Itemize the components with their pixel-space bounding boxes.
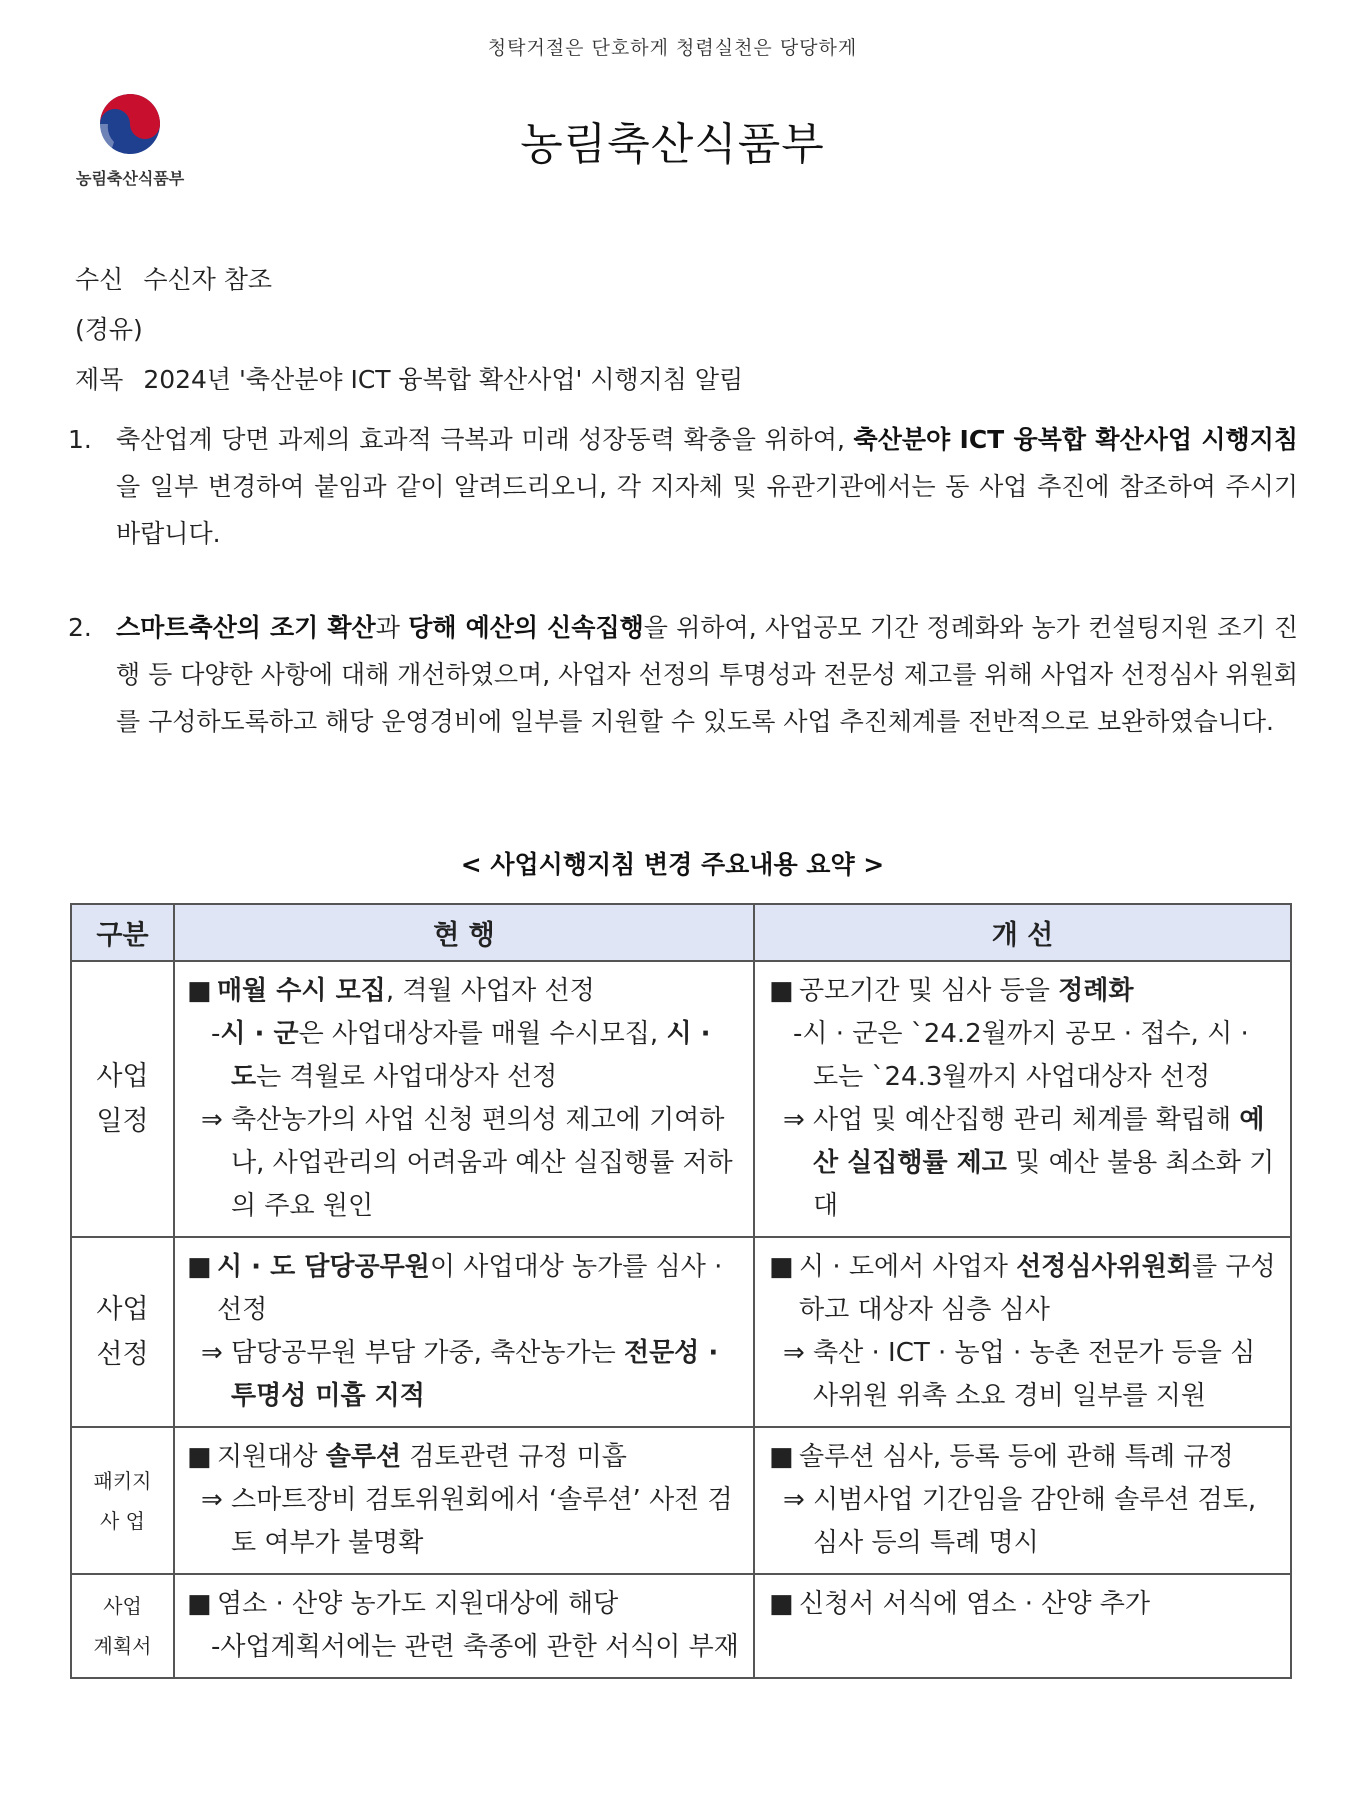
bullet-item <box>769 970 1278 1013</box>
paragraph-emphasis: 축산분야 ICT 융복합 확산사업 시행지침 <box>853 425 1298 454</box>
summary-table <box>70 903 1292 1679</box>
improved-cell <box>754 1237 1291 1427</box>
text: 검토관련 규정 미흡 <box>401 1442 627 1472</box>
paragraph-body <box>116 604 1298 745</box>
arrow-item <box>769 1099 1278 1228</box>
arrow-item <box>769 1332 1278 1418</box>
category-line: 사 업 <box>100 1508 145 1533</box>
bullet-item <box>187 1436 739 1479</box>
arrow-right-icon: ⇒ <box>201 1485 223 1515</box>
category-line: 선정 <box>96 1339 149 1370</box>
subject-label: 제목 <box>75 365 124 394</box>
subject-value: 2024년 '축산분야 ICT 융복합 확산사업' 시행지침 알림 <box>143 365 744 394</box>
paragraph-1 <box>68 416 1298 557</box>
text: 를 구성하고 대상자 심층 심사 <box>799 1252 1276 1325</box>
logo-text: 농림축산식품부 <box>76 169 185 188</box>
slogan: 청탁거절은 단호하게 청렴실천은 당당하게 <box>487 37 858 59</box>
current-cell <box>174 1574 754 1678</box>
current-cell <box>174 961 754 1237</box>
square-bullet-icon: ■ <box>769 1252 794 1282</box>
paragraph-emphasis: 당해 예산의 신속집행 <box>408 613 644 642</box>
square-bullet-icon: ■ <box>769 1442 794 1472</box>
current-cell <box>174 1237 754 1427</box>
ministry-title: 농림축산식품부 <box>520 119 825 170</box>
text: 축산 · ICT · 농업 · 농촌 전문가 등을 심사위원 위촉 소요 경비 일부를 지원 <box>813 1338 1256 1411</box>
text: 사업계획서에는 관련 축종에 관한 서식이 부재 <box>220 1632 739 1662</box>
header-current: 현 행 <box>174 904 754 961</box>
text: 신청서 서식에 염소 · 산양 추가 <box>799 1589 1150 1619</box>
paragraph-number: 1. <box>68 425 92 454</box>
text: 은 사업대상자를 매월 수시모집, <box>298 1019 667 1049</box>
text: 는 격월로 사업대상자 선정 <box>256 1062 558 1092</box>
text: 시범사업 기간임을 감안해 솔루션 검토, 심사 등의 특례 명시 <box>813 1485 1257 1558</box>
improved-cell <box>754 1427 1291 1574</box>
bullet-item <box>769 1436 1278 1479</box>
row-category <box>71 1237 174 1427</box>
dash-icon: - <box>793 1019 803 1049</box>
dash-icon: - <box>211 1019 221 1049</box>
text: 솔루션 심사, 등록 등에 관해 특례 규정 <box>799 1442 1234 1472</box>
arrow-right-icon: ⇒ <box>201 1105 223 1135</box>
emphasis: 솔루션 <box>325 1442 402 1472</box>
header-category: 구분 <box>71 904 174 961</box>
paragraph-2 <box>68 604 1298 745</box>
arrow-right-icon: ⇒ <box>201 1338 223 1368</box>
text: 공모기간 및 심사 등을 <box>799 976 1059 1006</box>
paragraph-text: 축산업계 당면 과제의 효과적 극복과 미래 성장동력 확충을 위하여, <box>116 425 854 454</box>
paragraph-body <box>116 416 1298 557</box>
recipient-label: 수신 <box>75 265 124 294</box>
table-row <box>71 1574 1291 1678</box>
category-line: 사업 <box>96 1061 149 1092</box>
row-category <box>71 1574 174 1678</box>
square-bullet-icon: ■ <box>187 1252 212 1282</box>
text: 지원대상 <box>217 1442 326 1472</box>
improved-cell <box>754 961 1291 1237</box>
text: 이 사업대상 농가를 심사 · 선정 <box>217 1252 723 1325</box>
emphasis: 예산 실집행률 제고 <box>813 1105 1265 1178</box>
current-cell <box>174 1427 754 1574</box>
text: , 격월 사업자 선정 <box>385 976 595 1006</box>
row-category <box>71 961 174 1237</box>
row-category <box>71 1427 174 1574</box>
paragraph-text: 을 일부 변경하여 붙임과 같이 알려드리오니, 각 지자체 및 유관기관에서는 동 사업 추진에 참조하여 주시기 바랍니다. <box>116 472 1298 548</box>
paragraph-number: 2. <box>68 613 92 642</box>
category-line: 사업 <box>96 1294 149 1325</box>
square-bullet-icon: ■ <box>769 1589 794 1619</box>
sub-item <box>187 1013 739 1099</box>
text: 및 예산 불용 최소화 기대 <box>813 1148 1275 1221</box>
subject-row <box>75 355 743 405</box>
document-header <box>75 255 743 405</box>
dash-icon: - <box>211 1632 221 1662</box>
square-bullet-icon: ■ <box>769 976 794 1006</box>
arrow-right-icon: ⇒ <box>783 1485 805 1515</box>
text: 시 · 군은 `24.2월까지 공모 · 접수, 시 · 도는 `24.3월까지 사업대상자 선정 <box>802 1019 1249 1092</box>
emphasis: 정례화 <box>1058 976 1134 1006</box>
emphasis: 선정심사위원회 <box>1016 1252 1192 1282</box>
text: 담당공무원 부담 가중, 축산농가는 <box>231 1338 624 1368</box>
emphasis: 매월 수시 모집 <box>217 976 386 1006</box>
emphasis: 전문성 · 투명성 미흡 지적 <box>231 1338 719 1411</box>
text: 축산농가의 사업 신청 편의성 제고에 기여하나, 사업관리의 어려움과 예산 실집행률 저하의 주요 원인 <box>231 1105 733 1221</box>
arrow-item <box>187 1479 739 1565</box>
arrow-right-icon: ⇒ <box>783 1338 805 1368</box>
improved-cell <box>754 1574 1291 1678</box>
arrow-item <box>769 1479 1278 1565</box>
via-row <box>75 305 743 355</box>
header-improved: 개 선 <box>754 904 1291 961</box>
category-line: 패키지 <box>93 1468 152 1493</box>
arrow-item <box>187 1099 739 1228</box>
bullet-item <box>769 1246 1278 1332</box>
paragraph-emphasis: 스마트축산의 조기 확산 <box>116 613 376 642</box>
square-bullet-icon: ■ <box>187 976 212 1006</box>
category-line: 계획서 <box>93 1634 152 1658</box>
bullet-item <box>187 1246 739 1332</box>
text: 시 · 도에서 사업자 <box>799 1252 1017 1282</box>
recipient-row <box>75 255 743 305</box>
table-row <box>71 1237 1291 1427</box>
bullet-item <box>187 1583 739 1626</box>
summary-title: < 사업시행지침 변경 주요내용 요약 > <box>460 850 885 879</box>
via-label: (경유) <box>75 315 143 344</box>
text: 스마트장비 검토위원회에서 ‘솔루션’ 사전 검토 여부가 불명확 <box>231 1485 733 1558</box>
bullet-item <box>769 1583 1278 1626</box>
table-row <box>71 1427 1291 1574</box>
square-bullet-icon: ■ <box>187 1442 212 1472</box>
category-line: 사업 <box>103 1594 142 1618</box>
arrow-item <box>187 1332 739 1418</box>
table-row <box>71 961 1291 1237</box>
paragraph-text: 과 <box>375 613 409 642</box>
emphasis: 시 · 도 <box>231 1019 711 1092</box>
text: 염소 · 산양 농가도 지원대상에 해당 <box>217 1589 619 1619</box>
emphasis: 시 · 도 담당공무원 <box>217 1252 430 1282</box>
emphasis: 시 · 군 <box>220 1019 299 1049</box>
text: 사업 및 예산집행 관리 체계를 확립해 <box>813 1105 1240 1135</box>
bullet-item <box>187 970 739 1013</box>
sub-item <box>187 1626 739 1669</box>
category-line: 일정 <box>96 1106 149 1137</box>
sub-item <box>769 1013 1278 1099</box>
paragraph-text: 을 위하여, 사업공모 기간 정례화와 농가 컨설팅지원 조기 진행 등 다양한 사항에 대해 개선하였으며, 사업자 선정의 투명성과 전문성 제고를 위해 사업자 선정심사 위원회를 구성하도록하고 해당 운영경비에 일부를 지원할 수 있도록 사업 추진체계를 전반적으로 보완하였습니다. <box>116 613 1298 736</box>
recipient-value: 수신자 참조 <box>143 265 273 294</box>
table-header-row <box>71 904 1291 961</box>
arrow-right-icon: ⇒ <box>783 1105 805 1135</box>
square-bullet-icon: ■ <box>187 1589 212 1619</box>
